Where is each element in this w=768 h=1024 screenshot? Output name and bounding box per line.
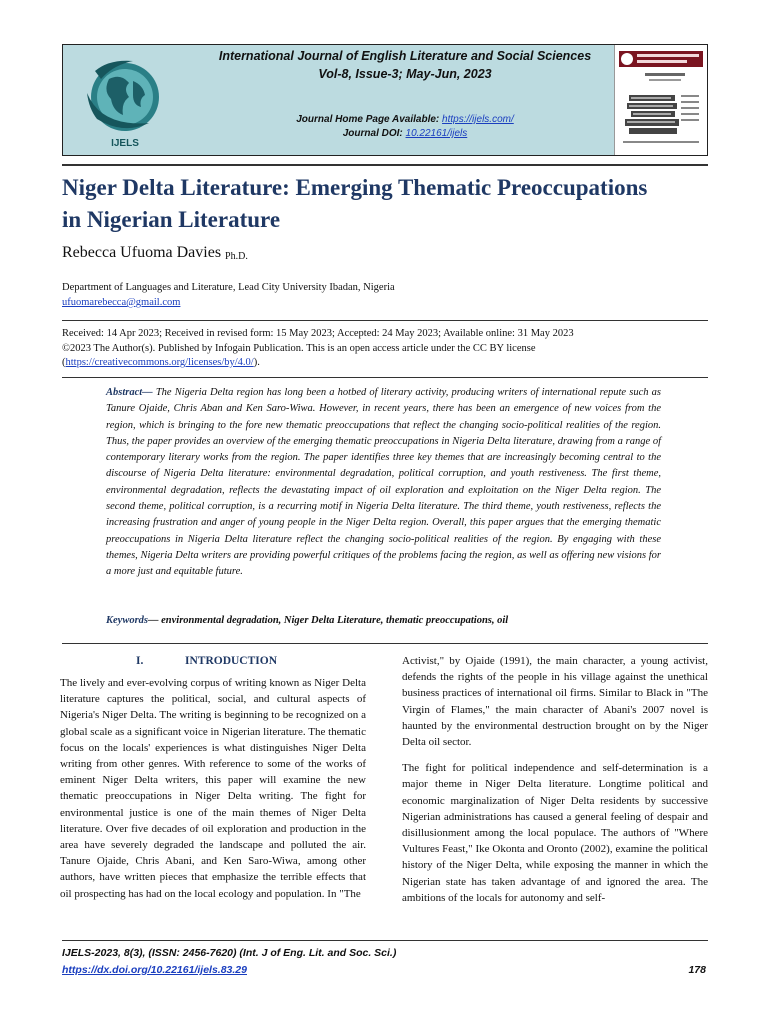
journal-volume: Vol-8, Issue-3; May-Jun, 2023 [318, 67, 492, 81]
license-link[interactable]: https://creativecommons.org/licenses/by/4.0/ [65, 357, 254, 368]
doi-link[interactable]: 10.22161/ijels [405, 128, 468, 139]
article-history [62, 327, 708, 371]
abstract-dash: — [142, 387, 156, 398]
abstract [106, 385, 661, 581]
footer-divider [62, 940, 708, 941]
body-paragraph: The lively and ever-evolving corpus of writing known as Niger Delta literature captures the political, social, and cultural aspects of Nigeria's Niger Delta. The writing is beginning to be recognized on a global scale as a significant voice in Nigerian literature. The thematic focus on the locals' experiences is what distinguishes Niger Delta writing from other genres. With reference to some of the works of eminent Niger Delta writers, this paper will examine the new thematic preoccupations in Niger Delta writing. The fight for environmental justice is one of the main themes of Niger Delta literature. Over five decades of oil exploration and production in the area have severely degraded the landscape and polluted the air. Tanure Ojaide, Chris Abani, and Ken Saro-Wiwa, among other authors, have written pieces that emphasize the terrible effects that oil prospecting has had on the local ecology and population. In "The [60, 677, 366, 900]
journal-cover-thumbnail [614, 45, 707, 155]
license-line [62, 356, 708, 371]
home-link[interactable]: https://ijels.com/ [442, 114, 514, 125]
page-number: 178 [688, 964, 706, 976]
home-label: Journal Home Page Available: [296, 114, 443, 125]
received-dates: Received: 14 Apr 2023; Received in revised form: 15 May 2023; Accepted: 24 May 2023; Available online: 31 May 2023 [62, 328, 574, 339]
copyright-line: ©2023 The Author(s). Published by Infogain Publication. This is an open access article under the CC BY license [62, 342, 536, 354]
author-email-link[interactable]: ufuomarebecca@gmail.com [62, 297, 181, 308]
author-line [62, 244, 248, 262]
body-column-right [402, 653, 708, 906]
section-title: INTRODUCTION [185, 655, 278, 667]
body-paragraph: Activist," by Ojaide (1991), the main character, a young activist, defends the rights of the people in his village against the unethical business practices of international oil firms. Similar to Black in "The Virgin of Flames," the main character of Abani's 2007 novel is haunted by the environmental destruction brought on by the Niger Delta oil sector. [402, 655, 708, 749]
footer-citation: IJELS-2023, 8(3), (ISSN: 2456-7620) (Int. J of Eng. Lit. and Soc. Sci.) [62, 947, 397, 959]
journal-doi-line [195, 128, 615, 139]
author-degree: Ph.D. [225, 251, 248, 262]
keywords-line [106, 615, 508, 626]
journal-home-line [195, 114, 615, 125]
keywords-label: Keywords [106, 615, 148, 626]
license-close: ). [253, 357, 260, 368]
divider-abstract-top [62, 377, 708, 378]
cover-image-icon [615, 45, 707, 155]
logo-label: IJELS [111, 138, 139, 149]
journal-title: International Journal of English Literature and Social Sciences [218, 49, 592, 63]
body-column-left [60, 675, 366, 902]
paper-title: Niger Delta Literature: Emerging Thematic Preoccupations in Nigerian Literature [62, 175, 648, 232]
author-name: Rebecca Ufuoma Davies [62, 244, 222, 261]
journal-header-banner [62, 44, 708, 156]
divider-abstract-bottom [62, 643, 708, 644]
abstract-text: The Nigeria Delta region has long been a hotbed of literary activity, producing writers of international repute such as Tanure Ojaide, Chris Aban and Ken Saro-Wiwa. However, in recent years, there has been an emergence of new voices from the region, which is bringing to the fore new thematic preoccupations that reflect the changing socio-political realities of the region. Thus, the paper provides an overview of the emerging thematic preoccupations in Nigeria Delta literature, drawing from a range of contemporary literary works from the region. The paper identifies three key themes that are increasingly becoming central to the discourse of Nigeria Delta literature: environmental degradation, political corruption, and youth restiveness. The first theme, environmental degradation, reflects the devastating impact of oil exploration and exploitation on the Niger Delta region. The second theme, political corruption, is a recurring motif in Nigeria Delta literature. The third theme, youth restiveness, reflects the increasing frustration and anger of young people in the Niger Delta region. Overall, this paper argues that the emerging thematic preoccupations in Nigeria Delta literature reflect the changing socio-political realities of the region. By engaging with these themes, Nigeria Delta writers are providing powerful critiques of the problems facing the region, as well as offering new visions for a more just and equitable future. [106, 387, 662, 578]
footer-doi-link[interactable]: https://dx.doi.org/10.22161/ijels.83.29 [62, 964, 247, 976]
author-affiliation: Department of Languages and Literature, Lead City University Ibadan, Nigeria [62, 282, 395, 293]
keywords-text: — environmental degradation, Niger Delta Literature, thematic preoccupations, oil [148, 615, 509, 626]
abstract-label: Abstract [106, 387, 143, 398]
license-open: ( [62, 357, 66, 368]
doi-label: Journal DOI: [342, 128, 406, 139]
divider-top [62, 320, 708, 321]
globe-logo-icon [63, 45, 195, 155]
header-divider [62, 164, 708, 166]
journal-logo [63, 45, 195, 155]
body-paragraph: The fight for political independence and self-determination is a major theme in Niger Delta literature. Longtime political and economic marginalization of Niger Delta residents by successive Nigerian administrations has caused a general feeling of despair and disillusionment among the local populace. The authors of "Where Vultures Feast," Ike Okonta and Oronto (2002), examine the political history of the Niger Delta, while exposing the manner in which the Nigerian state has taken advantage of and ignored the area. The ambitions of the locals for autonomy and self- [402, 762, 708, 904]
section-number: I. [136, 655, 144, 667]
